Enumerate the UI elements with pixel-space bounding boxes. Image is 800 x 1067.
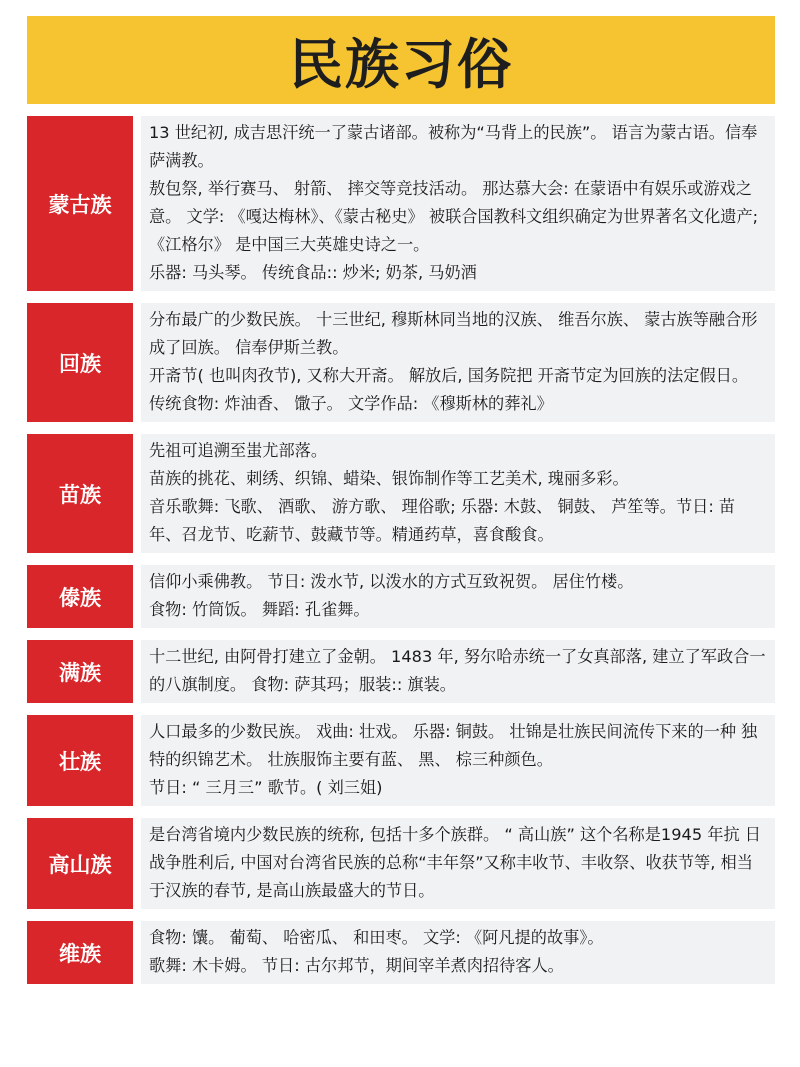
row-mongol — [27, 116, 775, 291]
row-hui — [27, 303, 775, 422]
description-line: 敖包祭, 举行赛马、 射箭、 摔交等竞技活动。 那达慕大会: 在蒙语中有娱乐或游戏之意。 文学: 《嘎达梅林》、《蒙古秘史》 被联合国教科文组织确定为世界著名文化遗产; 《江格尔》 是中国三大英雄史诗之一。 — [149, 179, 759, 254]
ethnic-description — [141, 116, 775, 291]
ethnic-customs-list — [27, 116, 775, 996]
description-line: 信仰小乘佛教。 节日: 泼水节, 以泼水的方式互致祝贺。 居住竹楼。 — [149, 572, 634, 591]
ethnic-description — [141, 715, 775, 806]
description-line: 食物: 馕。 葡萄、 哈密瓜、 和田枣。 文学: 《阿凡提的故事》。 — [149, 928, 604, 947]
row-zhuang — [27, 715, 775, 806]
description-line: 乐器: 马头琴。 传统食品:: 炒米; 奶茶, 马奶酒 — [149, 263, 477, 282]
ethnic-label: 苗族 — [27, 434, 133, 553]
ethnic-description — [141, 303, 775, 422]
ethnic-label: 高山族 — [27, 818, 133, 909]
ethnic-label: 壮族 — [27, 715, 133, 806]
description-line: 食物: 竹筒饭。 舞蹈: 孔雀舞。 — [149, 600, 370, 619]
ethnic-description — [141, 921, 775, 984]
row-gaoshan — [27, 818, 775, 909]
ethnic-label: 傣族 — [27, 565, 133, 628]
row-manchu — [27, 640, 775, 703]
ethnic-description — [141, 640, 775, 703]
ethnic-description — [141, 818, 775, 909]
description-line: 节日: “ 三月三” 歌节。( 刘三姐) — [149, 778, 383, 797]
description-line: 歌舞: 木卡姆。 节日: 古尔邦节，期间宰羊煮肉招待客人。 — [149, 956, 564, 975]
page-title: 民族习俗 — [289, 32, 513, 96]
ethnic-description — [141, 434, 775, 553]
description-line: 十二世纪, 由阿骨打建立了金朝。 1483 年, 努尔哈赤统一了女真部落, 建立了军政合一的八旗制度。 食物: 萨其玛；服装:: 旗装。 — [149, 647, 766, 694]
ethnic-label: 维族 — [27, 921, 133, 984]
description-line: 先祖可追溯至蚩尤部落。 — [149, 441, 328, 460]
description-line: 苗族的挑花、刺绣、织锦、蜡染、银饰制作等工艺美术, 瑰丽多彩。 — [149, 469, 629, 488]
row-uyghur — [27, 921, 775, 984]
title-banner — [27, 16, 775, 104]
row-dai — [27, 565, 775, 628]
description-line: 13 世纪初, 成吉思汗统一了蒙古诸部。被称为“马背上的民族”。 语言为蒙古语。信奉萨满教。 — [149, 123, 758, 170]
description-line: 人口最多的少数民族。 戏曲: 壮戏。 乐器: 铜鼓。 壮锦是壮族民间流传下来的一种 独特的织锦艺术。 壮族服饰主要有蓝、 黑、 棕三种颜色。 — [149, 722, 758, 769]
row-miao — [27, 434, 775, 553]
description-line: 分布最广的少数民族。 十三世纪, 穆斯林同当地的汉族、 维吾尔族、 蒙古族等融合形成了回族。 信奉伊斯兰教。 — [149, 310, 758, 357]
description-line: 是台湾省境内少数民族的统称, 包括十多个族群。 “ 高山族” 这个名称是1945 年抗 日战争胜利后, 中国对台湾省民族的总称“丰年祭”又称丰收节、丰收祭、收获节等, 相当于汉族的春节, 是高山族最盛大的节日。 — [149, 825, 761, 900]
ethnic-label: 蒙古族 — [27, 116, 133, 291]
ethnic-label: 回族 — [27, 303, 133, 422]
description-line: 音乐歌舞: 飞歌、 酒歌、 游方歌、 理俗歌; 乐器: 木鼓、 铜鼓、 芦笙等。节日: 苗年、召龙节、吃薪节、鼓藏节等。精通药草，喜食酸食。 — [149, 497, 736, 544]
ethnic-label: 满族 — [27, 640, 133, 703]
ethnic-description — [141, 565, 775, 628]
description-line: 开斋节( 也叫肉孜节), 又称大开斋。 解放后, 国务院把 开斋节定为回族的法定假日。 传统食物: 炸油香、 馓子。 文学作品: 《穆斯林的葬礼》 — [149, 366, 749, 413]
